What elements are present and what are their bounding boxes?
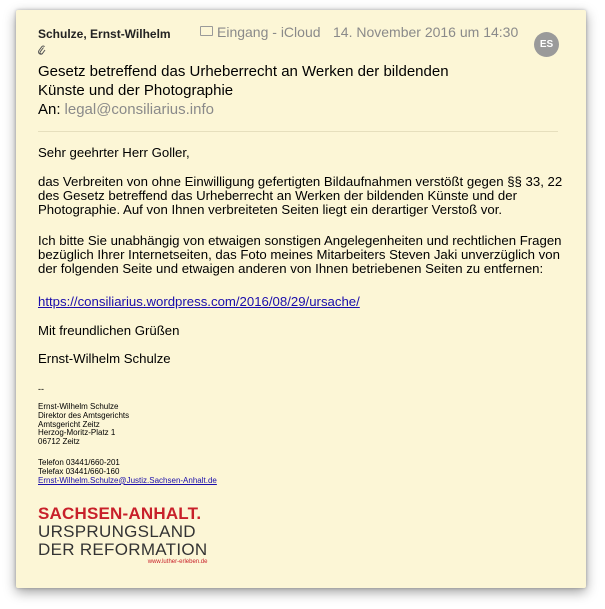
sender-name[interactable]: Schulze, Ernst-Wilhelm xyxy=(38,27,171,41)
signature-line: Direktor des Amtsgerichts xyxy=(38,410,130,420)
logo-line-3: DER REFORMATION xyxy=(38,540,208,559)
logo-line-1: SACHSEN-ANHALT. xyxy=(38,504,202,523)
body-link[interactable]: https://consiliarius.wordpress.com/2016/08/29/ursache/ xyxy=(38,294,360,309)
body-paragraph-1: das Verbreiten von ohne Einwilligung gefertigten Bildaufnahmen verstößt gegen §§ 33, 22 des Gesetz betreffend das Urheberrecht an Werken der bildenden Künste und der Photographie. Auf von Ihnen verbreiteten Seiten liegt ein derartiger Verstoß vor. xyxy=(38,174,563,217)
closing: Mit freundlichen Grüßen xyxy=(38,323,180,338)
logo-url: www.luther-erleben.de xyxy=(147,559,208,565)
avatar: ES xyxy=(534,32,559,57)
message-date: 14. November 2016 um 14:30 xyxy=(333,24,519,40)
recipient-address[interactable]: legal@consiliarius.info xyxy=(64,101,214,118)
signature-contact xyxy=(38,459,217,485)
signature-line: Herzog-Moritz-Platz 1 xyxy=(38,428,116,438)
header-divider xyxy=(38,131,558,132)
mailbox-name: Eingang - iCloud xyxy=(217,24,321,40)
signature-separator: -- xyxy=(38,384,44,394)
body-paragraph-2: Ich bitte Sie unabhängig von etwaigen sonstigen Angelegenheiten und rechtlichen Fragen bezüglich Ihrer Internetseiten, das Foto meines Mitarbeiters Steven Jaki unverzüglich von der folgenden Seite und etwaigen anderen von Ihnen betriebenen Seiten zu entfernen: xyxy=(38,233,562,276)
paperclip-icon xyxy=(38,45,46,59)
sachsen-anhalt-logo xyxy=(38,505,207,566)
signature-line: Amtsgericht Zeitz xyxy=(38,419,100,429)
signature-line: 06712 Zeitz xyxy=(38,437,80,447)
mailbox-label xyxy=(200,24,321,40)
signature-line: Ernst-Wilhelm Schulze xyxy=(38,402,119,411)
recipient-line xyxy=(38,101,214,118)
logo-line-2: URSPRUNGSLAND xyxy=(38,522,196,541)
signature-email-link[interactable]: Ernst-Wilhelm.Schulze@Justiz.Sachsen-Anhalt.de xyxy=(38,475,217,485)
email-message-card xyxy=(16,10,586,588)
greeting: Sehr geehrter Herr Goller, xyxy=(38,145,190,160)
signature-address xyxy=(38,403,129,447)
to-label: An: xyxy=(38,101,61,118)
signature-name: Ernst-Wilhelm Schulze xyxy=(38,351,171,366)
folder-icon xyxy=(200,26,213,36)
email-subject: Gesetz betreffend das Urheberrecht an Werken der bildenden Künste und der Photographie xyxy=(38,63,449,99)
signature-fax: Telefax 03441/660-160 xyxy=(38,466,120,476)
signature-phone: Telefon 03441/660-201 xyxy=(38,458,120,467)
